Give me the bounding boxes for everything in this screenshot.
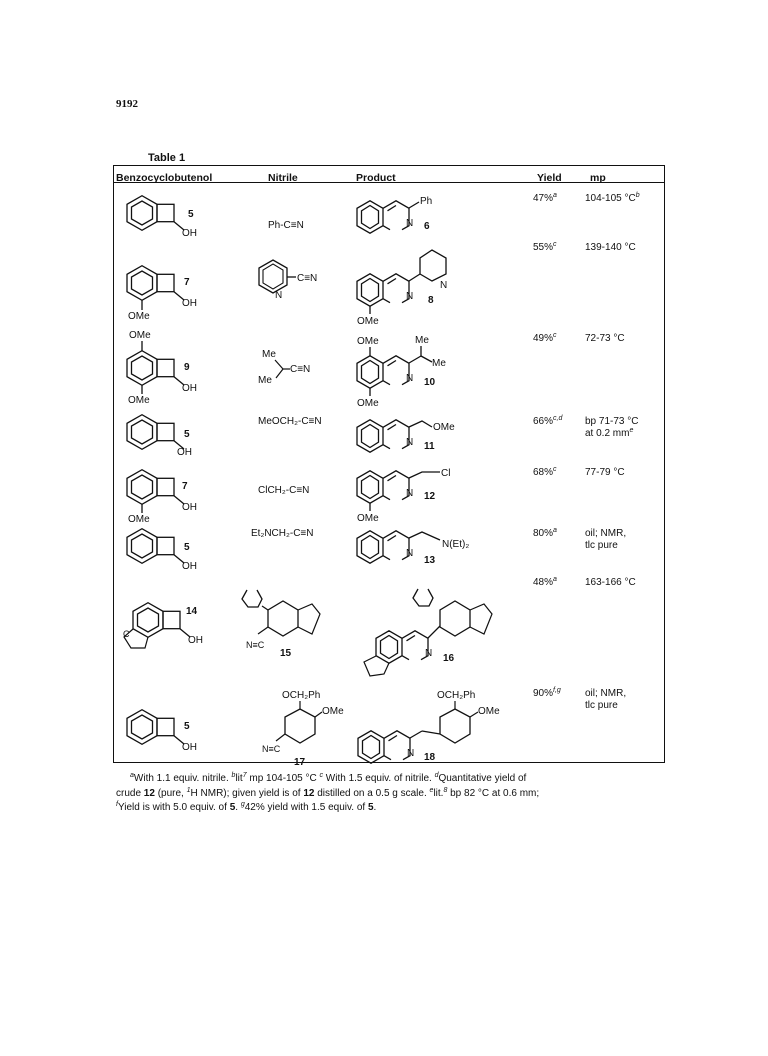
svg-text:C≡N: C≡N: [297, 273, 318, 284]
svg-text:N: N: [406, 437, 414, 448]
header-product: Product: [356, 172, 396, 184]
mp-row-2: 139-140 °C: [585, 242, 636, 253]
svg-text:OMe: OMe: [128, 311, 150, 322]
footnote-line-3: $^f$Yield is with 5.0 equiv. of 5. $^g$42% yield with 1.5 equiv. of 5.: [116, 801, 377, 813]
footnote-line-1: $^a$With 1.1 equiv. nitrile. $^b$lit$^7$ mp 104-105 °C $^c$ With 1.5 equiv. of nitrile. $^d$Quantitative yield of: [130, 772, 527, 784]
svg-text:18: 18: [424, 752, 436, 763]
svg-text:Ph: Ph: [420, 196, 433, 207]
yield-row-4: 66%$^{c,d}$: [533, 415, 563, 427]
isoquinoline-18: [358, 690, 500, 763]
nitrile-row-6: Et₂NCH₂-C≡N: [251, 528, 314, 539]
benzocyclobutenol-5-row-4: [127, 415, 192, 458]
benzocyclobutenol-9: [127, 330, 197, 406]
isoquinoline-13: [357, 531, 469, 566]
svg-text:C≡N: C≡N: [290, 364, 311, 375]
svg-text:C: C: [123, 629, 130, 639]
mp-row-6: oil; NMR, tlc pure: [585, 528, 627, 551]
isoquinoline-16: [364, 589, 492, 676]
svg-text:N: N: [406, 218, 414, 229]
benzocyclobutenol-7-row-5: [127, 470, 197, 525]
isoquinoline-10: [357, 335, 446, 409]
svg-text:OMe: OMe: [357, 398, 379, 409]
svg-text:OMe: OMe: [129, 330, 151, 341]
svg-text:OH: OH: [182, 502, 197, 513]
yield-row-3: 49%$^c$: [533, 332, 557, 344]
benzocyclobutenol-5-row-8: [127, 710, 197, 753]
header-mp: mp: [590, 172, 606, 184]
yield-row-2: 55%$^c$: [533, 241, 557, 253]
mp-row-7: 163-166 °C: [585, 577, 636, 588]
svg-text:12: 12: [424, 491, 436, 502]
svg-text:13: 13: [424, 555, 436, 566]
svg-text:N: N: [275, 290, 283, 301]
svg-text:15: 15: [280, 648, 292, 659]
svg-text:OMe: OMe: [357, 336, 379, 347]
nitrile-isobutyro: [258, 349, 310, 386]
svg-text:OH: OH: [188, 635, 203, 646]
svg-text:5: 5: [184, 429, 190, 440]
mp-row-4: bp 71-73 °C at 0.2 $mm^e$: [585, 416, 639, 439]
svg-text:OMe: OMe: [478, 706, 500, 717]
svg-text:8: 8: [428, 295, 434, 306]
svg-text:OMe: OMe: [433, 422, 455, 433]
svg-text:OMe: OMe: [322, 706, 344, 717]
svg-text:Me: Me: [258, 375, 272, 386]
svg-text:OH: OH: [182, 228, 197, 239]
svg-text:16: 16: [443, 653, 455, 664]
yield-row-8: 90%$^{f,g}$: [533, 687, 561, 699]
svg-text:Me: Me: [432, 358, 446, 369]
svg-text:7: 7: [184, 277, 190, 288]
mp-row-8: oil; NMR, tlc pure: [585, 688, 627, 711]
svg-text:9: 9: [184, 362, 190, 373]
svg-text:N(Et)₂: N(Et)₂: [442, 539, 470, 550]
nitrile-2-pyridyl: [259, 260, 317, 301]
table-title: Table 1: [148, 152, 186, 164]
svg-text:7: 7: [182, 481, 188, 492]
svg-text:14: 14: [186, 606, 198, 617]
nitrile-17: [262, 690, 344, 768]
svg-text:OMe: OMe: [357, 316, 379, 327]
svg-text:OMe: OMe: [128, 395, 150, 406]
benzocyclobutenol-5-row-6: [127, 529, 197, 572]
svg-text:OH: OH: [182, 383, 197, 394]
nitrile-row-4: MeOCH₂-C≡N: [258, 416, 322, 427]
svg-text:OH: OH: [182, 742, 197, 753]
svg-text:6: 6: [424, 221, 430, 232]
svg-text:N≡C: N≡C: [262, 744, 281, 754]
benzocyclobutenol-7: [127, 266, 197, 322]
isoquinoline-6: [357, 196, 432, 233]
isoquinoline-8: [357, 250, 447, 327]
nitrile-15: [242, 590, 320, 659]
yield-row-1: 47%$^a$: [533, 192, 557, 204]
nitrile-row-5: ClCH₂-C≡N: [258, 485, 310, 496]
svg-text:Me: Me: [262, 349, 276, 360]
svg-text:N: N: [406, 373, 414, 384]
header-nitrile: Nitrile: [268, 172, 298, 184]
table-footnotes: [116, 772, 672, 816]
svg-text:10: 10: [424, 377, 436, 388]
yield-row-7: 48%$^a$: [533, 576, 557, 588]
header-benzocyclobutenol: Benzocyclobutenol: [116, 172, 213, 184]
svg-text:Me: Me: [415, 335, 429, 346]
svg-text:OH: OH: [182, 298, 197, 309]
svg-text:OH: OH: [182, 561, 197, 572]
svg-text:5: 5: [188, 209, 194, 220]
nitrile-row-1: Ph-C≡N: [268, 220, 304, 231]
svg-text:11: 11: [424, 441, 435, 452]
mp-row-3: 72-73 °C: [585, 333, 625, 344]
benzocyclobutenol-5-row-1: [127, 196, 197, 239]
svg-text:N: N: [425, 648, 433, 659]
svg-text:OMe: OMe: [128, 514, 150, 525]
svg-text:N: N: [406, 488, 414, 499]
svg-text:OMe: OMe: [357, 513, 379, 524]
svg-text:OH: OH: [177, 447, 192, 458]
isoquinoline-11: [357, 420, 455, 452]
svg-text:5: 5: [184, 721, 190, 732]
svg-text:5: 5: [184, 542, 190, 553]
isoquinoline-12: [357, 468, 450, 524]
mp-row-1: 104-105 $^\circ C^b$: [585, 192, 640, 204]
svg-text:N: N: [406, 291, 414, 302]
yield-row-6: 80%$^a$: [533, 527, 557, 539]
svg-text:N: N: [440, 280, 448, 291]
svg-text:OCH₂Ph: OCH₂Ph: [437, 690, 476, 701]
svg-text:N: N: [407, 748, 415, 759]
svg-text:N≡C: N≡C: [246, 640, 265, 650]
benzocyclobutenol-14: [123, 603, 203, 648]
svg-text:N: N: [406, 548, 414, 559]
header-yield: Yield: [537, 172, 562, 184]
footnote-line-2: crude 12 (pure, $^1$H NMR); given yield is of 12 distilled on a 0.5 g scale. $^e$lit.$^8$ bp 82 °C at 0.6 mm;: [116, 786, 540, 799]
svg-text:Cl: Cl: [441, 468, 451, 479]
page-number: 9192: [116, 98, 138, 110]
svg-text:17: 17: [294, 757, 306, 768]
mp-row-5: 77-79 °C: [585, 467, 625, 478]
svg-text:OCH₂Ph: OCH₂Ph: [282, 690, 321, 701]
yield-row-5: 68%$^c$: [533, 466, 557, 478]
